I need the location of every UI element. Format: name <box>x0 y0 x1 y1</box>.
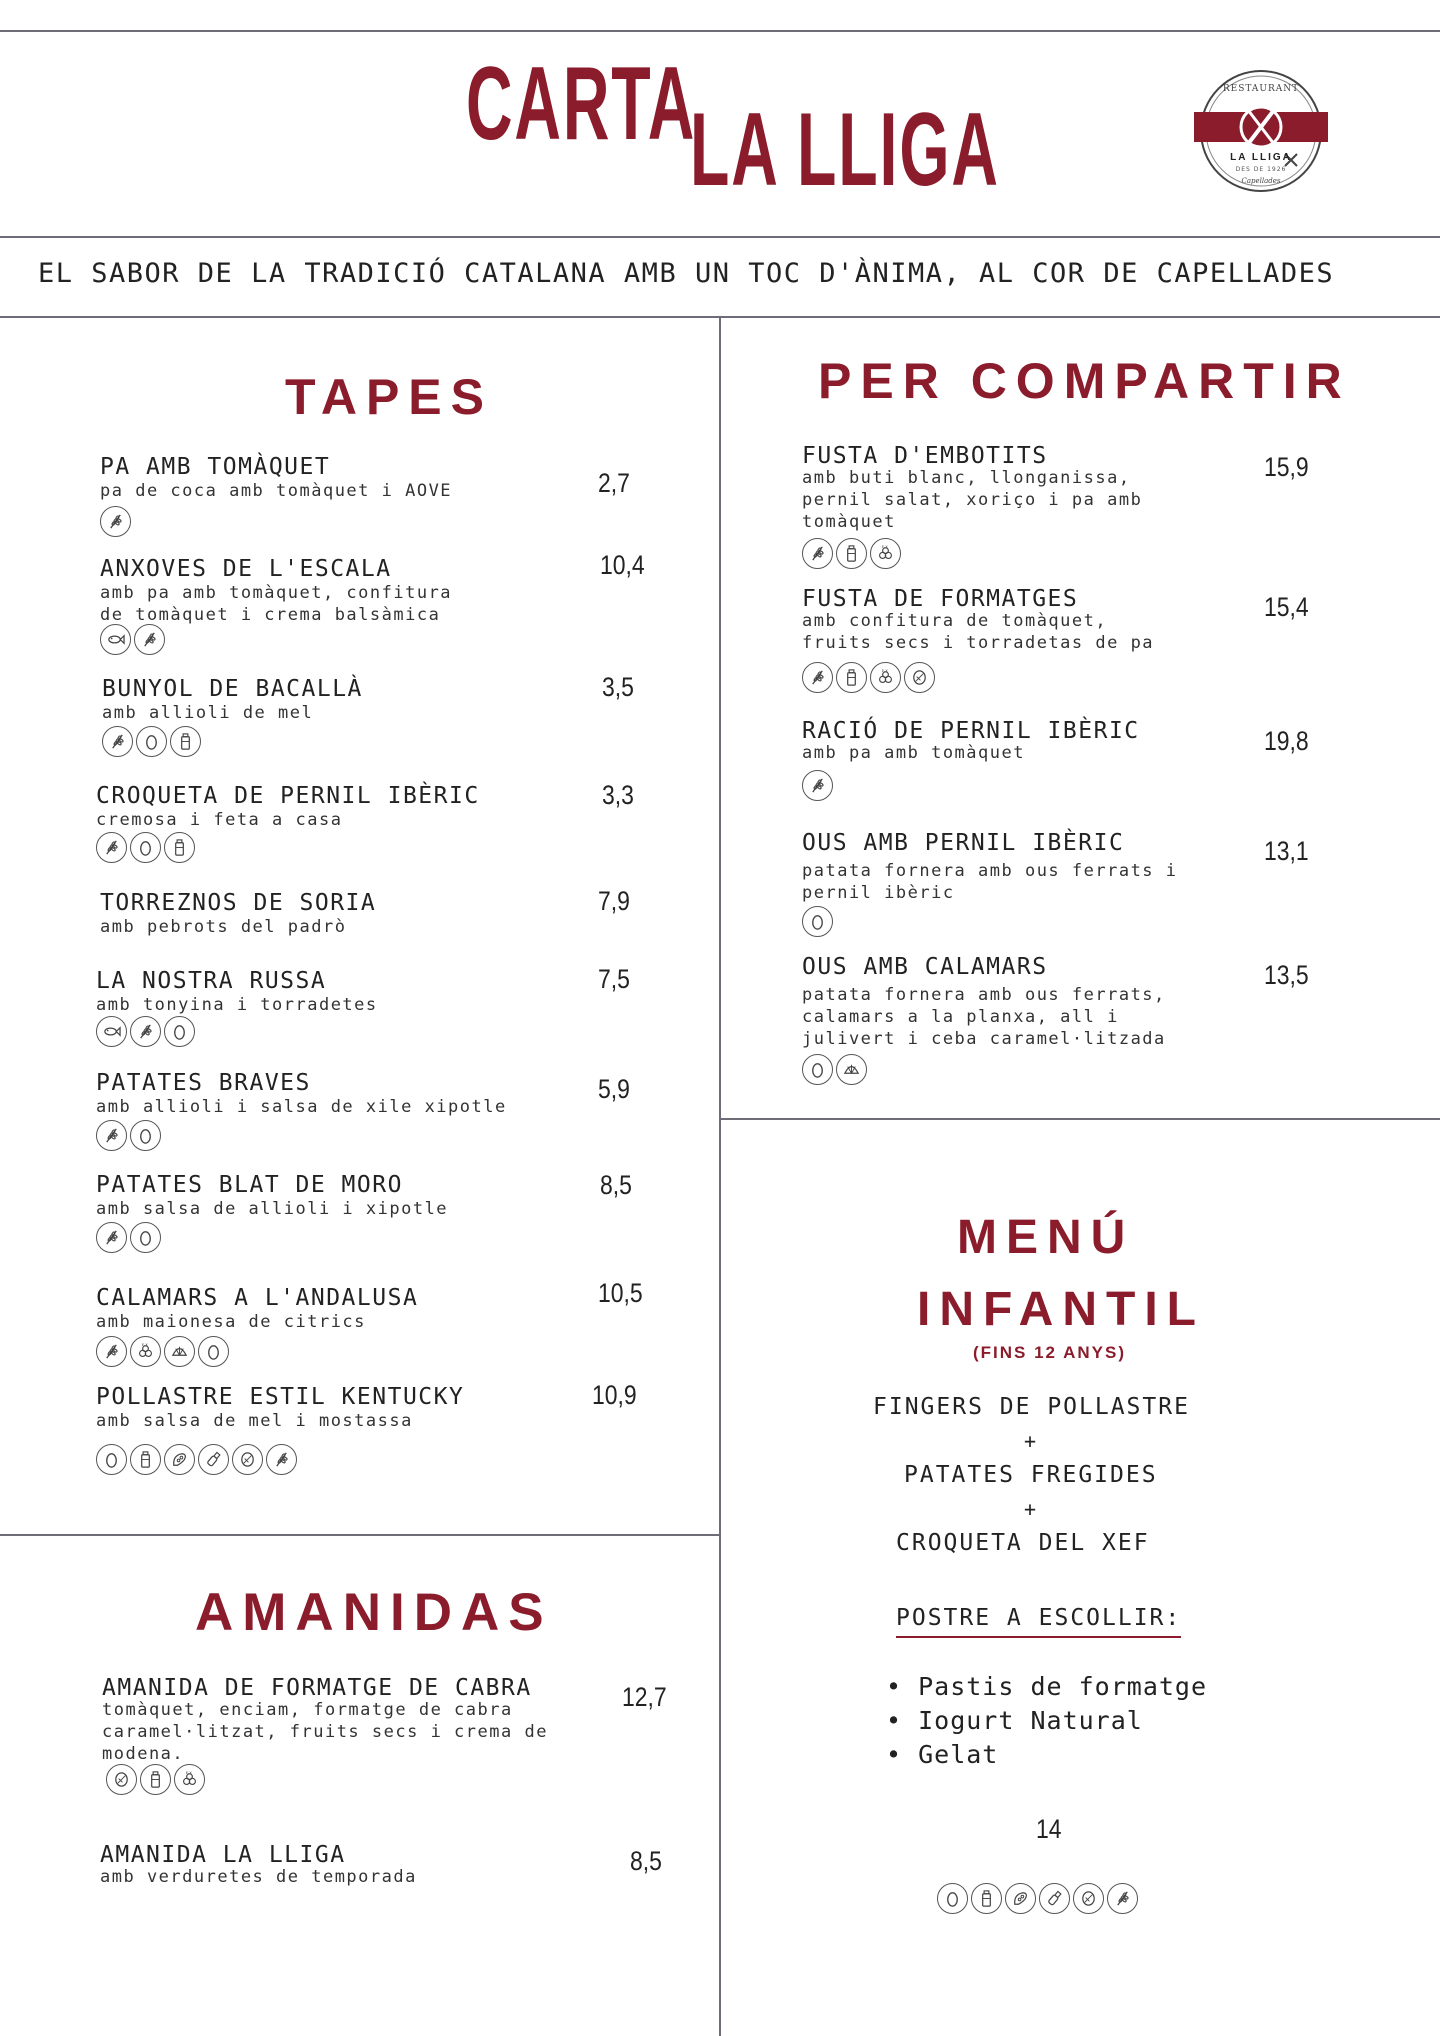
logo-since-text: DES DE 1926 <box>1235 166 1287 173</box>
infantil-heading-line2: INFANTIL <box>917 1283 1205 1336</box>
compartir-item-allergens <box>802 538 901 569</box>
egg-icon <box>130 1222 161 1253</box>
egg-icon <box>130 1120 161 1151</box>
nuts-icon <box>106 1764 137 1795</box>
egg-icon <box>802 1054 833 1085</box>
amanidas-heading: AMANIDAS <box>195 1583 553 1642</box>
svg-text:E-X: E-X <box>881 544 888 549</box>
tapes-item-allergens <box>96 832 195 863</box>
tapes-item-name: PATATES BRAVES <box>96 1070 311 1096</box>
tapes-item-desc: amb maionesa de citrics <box>96 1312 366 1332</box>
compartir-item-name: FUSTA D'EMBOTITS <box>802 443 1048 469</box>
tapes-item-allergens <box>100 506 131 537</box>
tapes-item-desc: amb salsa de mel i mostassa <box>96 1411 413 1431</box>
tapes-item-price: 7,5 <box>598 964 630 994</box>
compartir-item-desc: amb confitura de tomàquet, fruits secs i torradetas de pa <box>802 611 1155 653</box>
mustard-icon <box>198 1444 229 1475</box>
milk-icon <box>971 1883 1002 1914</box>
tapes-item-price: 5,9 <box>598 1074 630 1104</box>
postre-item-2: • Iogurt Natural <box>886 1706 1143 1735</box>
amanidas-item-desc: tomàquet, enciam, formatge de cabra caramel·litzat, fruits secs i crema de modena. <box>102 1700 548 1764</box>
gluten-icon <box>802 770 833 801</box>
tapes-item-desc: amb allioli i salsa de xile xipotle <box>96 1097 507 1117</box>
tapes-item-desc: amb pebrots del padrò <box>100 917 347 937</box>
compartir-item-allergens <box>802 1054 867 1085</box>
infantil-price: 14 <box>1036 1814 1062 1844</box>
tapes-item-desc: amb allioli de mel <box>102 703 314 723</box>
logo-script-text: Capellades <box>1241 177 1281 185</box>
soy-icon <box>1005 1883 1036 1914</box>
infantil-line1: FINGERS DE POLLASTRE <box>873 1394 1190 1420</box>
tapes-item-name: ANXOVES DE L'ESCALA <box>100 556 392 582</box>
infantil-allergens <box>937 1883 1138 1914</box>
gluten-icon <box>266 1444 297 1475</box>
compartir-item-name: FUSTA DE FORMATGES <box>802 586 1079 612</box>
compartir-item-desc: amb pa amb tomàquet <box>802 743 1025 763</box>
tapes-item-allergens <box>96 1222 161 1253</box>
tapes-item-price: 2,7 <box>598 468 630 498</box>
amanidas-item-desc: amb verduretes de temporada <box>100 1867 417 1887</box>
restaurant-logo <box>1190 64 1332 198</box>
amanidas-item-price: 8,5 <box>630 1846 662 1876</box>
sulphite-icon <box>130 1336 161 1367</box>
gluten-icon <box>100 506 131 537</box>
compartir-item-name: OUS AMB PERNIL IBÈRIC <box>802 830 1125 856</box>
gluten-icon <box>802 662 833 693</box>
fish-icon <box>100 624 131 655</box>
tapes-item-price: 10,5 <box>598 1278 643 1308</box>
tapes-item-desc: amb salsa de allioli i xipotle <box>96 1199 449 1219</box>
compartir-bottom-rule <box>721 1118 1440 1120</box>
tapes-item-name: CALAMARS A L'ANDALUSA <box>96 1285 419 1311</box>
milk-icon <box>140 1764 171 1795</box>
compartir-item-name: RACIÓ DE PERNIL IBÈRIC <box>802 718 1140 744</box>
egg-icon <box>802 906 833 937</box>
infantil-line3: CROQUETA DEL XEF <box>896 1530 1150 1556</box>
sulphite-icon <box>870 662 901 693</box>
nuts-icon <box>904 662 935 693</box>
compartir-heading: PER COMPARTIR <box>818 353 1351 409</box>
tapes-item-allergens <box>102 726 201 757</box>
gluten-icon <box>130 1016 161 1047</box>
tapes-bottom-rule <box>0 1534 719 1536</box>
milk-icon <box>164 832 195 863</box>
tapes-item-allergens <box>96 1016 195 1047</box>
logo-band-text: LA LLIGA <box>1230 152 1292 163</box>
fish-icon <box>96 1016 127 1047</box>
tapes-item-desc: amb tonyina i torradetes <box>96 995 378 1015</box>
tapes-item-price: 3,5 <box>602 672 634 702</box>
infantil-plus-2: + <box>1024 1497 1037 1521</box>
egg-icon <box>96 1444 127 1475</box>
compartir-item-price: 15,4 <box>1264 592 1309 622</box>
egg-icon <box>164 1016 195 1047</box>
tapes-item-price: 7,9 <box>598 886 630 916</box>
compartir-item-price: 15,9 <box>1264 452 1309 482</box>
mustard-icon <box>1039 1883 1070 1914</box>
tapes-item-name: PA AMB TOMÀQUET <box>100 454 331 480</box>
tapes-item-price: 3,3 <box>602 780 634 810</box>
header-bottom-rule <box>0 236 1440 238</box>
svg-text:E-X: E-X <box>881 668 888 673</box>
infantil-plus-1: + <box>1024 1429 1037 1453</box>
compartir-item-desc: patata fornera amb ous ferrats, calamars a la planxa, all i julivert i ceba caramel·litzada <box>802 985 1166 1049</box>
egg-icon <box>937 1883 968 1914</box>
compartir-item-desc: amb buti blanc, llonganissa, pernil salat, xoriço i pa amb tomàquet <box>802 468 1143 532</box>
tapes-item-allergens <box>96 1336 229 1367</box>
top-rule <box>0 30 1440 32</box>
postre-label: POSTRE A ESCOLLIR: <box>896 1607 1181 1638</box>
amanidas-item-name: AMANIDA DE FORMATGE DE CABRA <box>102 1675 532 1701</box>
amanidas-item-price: 12,7 <box>622 1682 667 1712</box>
tapes-item-name: PATATES BLAT DE MORO <box>96 1172 403 1198</box>
tapes-item-allergens <box>96 1120 161 1151</box>
compartir-item-desc: patata fornera amb ous ferrats i pernil ibèric <box>802 861 1178 903</box>
egg-icon <box>198 1336 229 1367</box>
tapes-item-name: CROQUETA DE PERNIL IBÈRIC <box>96 783 480 809</box>
gluten-icon <box>96 832 127 863</box>
svg-text:E-X: E-X <box>141 1342 148 1347</box>
compartir-item-price: 19,8 <box>1264 726 1309 756</box>
tapes-item-price: 8,5 <box>600 1170 632 1200</box>
tapes-heading: TAPES <box>285 369 493 425</box>
milk-icon <box>836 538 867 569</box>
tapes-item-name: TORREZNOS DE SORIA <box>100 890 377 916</box>
tapes-item-allergens <box>96 1444 297 1475</box>
mollusc-icon <box>836 1054 867 1085</box>
tagline: EL SABOR DE LA TRADICIÓ CATALANA AMB UN TOC D'ÀNIMA, AL COR DE CAPELLADES <box>38 258 1335 289</box>
svg-text:E-X: E-X <box>185 1770 192 1775</box>
tapes-item-desc: cremosa i feta a casa <box>96 810 343 830</box>
logo-top-text: RESTAURANT <box>1222 84 1300 94</box>
column-divider <box>719 318 721 2036</box>
gluten-icon <box>96 1120 127 1151</box>
tapes-item-price: 10,9 <box>592 1380 637 1410</box>
tapes-item-name: POLLASTRE ESTIL KENTUCKY <box>96 1384 465 1410</box>
gluten-icon <box>134 624 165 655</box>
milk-icon <box>130 1444 161 1475</box>
infantil-line2: PATATES FREGIDES <box>904 1462 1158 1488</box>
tapes-item-name: BUNYOL DE BACALLÀ <box>102 676 363 702</box>
infantil-heading-line1: MENÚ <box>957 1211 1135 1264</box>
compartir-item-price: 13,5 <box>1264 960 1309 990</box>
title-carta: CARTA <box>466 46 697 162</box>
gluten-icon <box>96 1336 127 1367</box>
compartir-item-name: OUS AMB CALAMARS <box>802 954 1048 980</box>
amanidas-item-name: AMANIDA LA LLIGA <box>100 1842 346 1868</box>
nuts-icon <box>1073 1883 1104 1914</box>
nuts-icon <box>232 1444 263 1475</box>
title-la-lliga: LA LLIGA <box>690 92 1000 208</box>
compartir-item-allergens <box>802 770 833 801</box>
soy-icon <box>164 1444 195 1475</box>
compartir-item-allergens <box>802 906 833 937</box>
compartir-item-price: 13,1 <box>1264 836 1309 866</box>
sulphite-icon <box>870 538 901 569</box>
infantil-subheading: (FINS 12 ANYS) <box>973 1343 1127 1362</box>
gluten-icon <box>96 1222 127 1253</box>
tapes-item-name: LA NOSTRA RUSSA <box>96 968 327 994</box>
tapes-item-price: 10,4 <box>600 550 645 580</box>
tapes-item-desc: pa de coca amb tomàquet i AOVE <box>100 481 453 501</box>
postre-item-3: • Gelat <box>886 1740 999 1769</box>
egg-icon <box>130 832 161 863</box>
postre-item-1: • Pastis de formatge <box>886 1672 1208 1701</box>
egg-icon <box>136 726 167 757</box>
sulphite-icon <box>174 1764 205 1795</box>
gluten-icon <box>1107 1883 1138 1914</box>
tapes-item-desc: amb pa amb tomàquet, confitura de tomàquet i crema balsàmica <box>100 583 453 625</box>
mollusc-icon <box>164 1336 195 1367</box>
milk-icon <box>836 662 867 693</box>
compartir-item-allergens <box>802 662 935 693</box>
tapes-item-allergens <box>100 624 165 655</box>
gluten-icon <box>102 726 133 757</box>
amanidas-item-allergens <box>106 1764 205 1795</box>
gluten-icon <box>802 538 833 569</box>
milk-icon <box>170 726 201 757</box>
